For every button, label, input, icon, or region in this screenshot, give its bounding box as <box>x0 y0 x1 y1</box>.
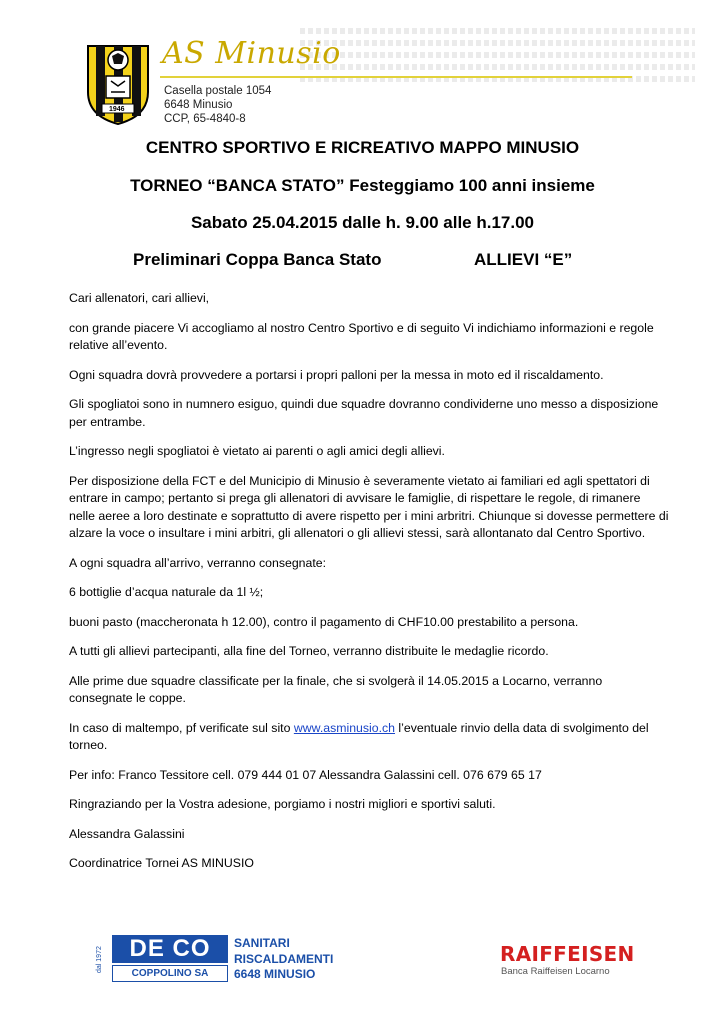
deco-line: SANITARI <box>234 936 290 950</box>
paragraph: 6 bottiglie d’acqua naturale da 1l ½; <box>69 585 264 599</box>
raiffeisen-subtitle: Banca Raiffeisen Locarno <box>501 966 610 977</box>
logo-year: 1946 <box>109 106 125 113</box>
signature-name: Alessandra Galassini <box>69 826 185 841</box>
deco-year: dal 1972 <box>96 946 103 973</box>
paragraph: con grande piacere Vi accogliamo al nostro Centro Sportivo e di seguito Vi indichiamo informazioni e regole relative all’evento. <box>69 320 654 352</box>
paragraph: A tutti gli allievi partecipanti, alla fine del Torneo, verranno distribuite le medaglie ricordo. <box>69 644 549 658</box>
signature-role: Coordinatrice Tornei AS MINUSIO <box>69 856 254 870</box>
address-line: Casella postale 1054 <box>164 85 272 97</box>
deco-sponsor-text <box>234 936 333 983</box>
paragraph: Ogni squadra dovrà provvedere a portarsi i propri palloni per la messa in moto ed il riscaldamento. <box>69 367 604 382</box>
address-line: CCP, 65-4840-8 <box>164 113 246 125</box>
club-shield-logo <box>84 42 152 126</box>
closing: Ringraziando per la Vostra adesione, porgiamo i nostri migliori e sportivi saluti. <box>69 797 496 811</box>
heading-age-group: ALLIEVI “E” <box>474 250 573 269</box>
raiffeisen-logo: RAIFFEISEN <box>500 942 635 966</box>
club-name: AS Minusio <box>162 36 341 71</box>
heading-category: Preliminari Coppa Banca Stato <box>133 250 382 269</box>
heading-venue: CENTRO SPORTIVO E RICREATIVO MAPPO MINUSIO <box>145 138 580 157</box>
greeting: Cari allenatori, cari allievi, <box>69 291 210 305</box>
paragraph: buoni pasto (maccheronata h 12.00), contro il pagamento di CHF10.00 prestabilito a persona. <box>69 614 579 629</box>
address-line: 6648 Minusio <box>164 99 233 111</box>
club-address <box>164 84 271 126</box>
paragraph: L’ingresso negli spogliatoi è vietato ai parenti o agli amici degli allievi. <box>69 444 445 458</box>
paragraph: Per disposizione della FCT e del Municipio di Minusio è severamente vietato ai familiari ed agli spettatori di entrare in campo; pertanto si prega gli allenatori di avvisare le famiglie, di rispettare le regole, di rimanere nelle aeree a loro destinate e soprattutto di avere rispetto per i mini arbritri. Chiunque si dovesse permettere di alzare la voce o insultare i mini arbitri, gli allenatori o gli allievi stessi, sarà allontanato dal Centro Sportivo. <box>69 473 669 540</box>
header-divider <box>160 76 632 78</box>
heading-date: Sabato 25.04.2015 dalle h. 9.00 alle h.17.00 <box>190 213 535 232</box>
paragraph-weather <box>69 720 669 755</box>
contact-info: Per info: Franco Tessitore cell. 079 444 01 07 Alessandra Galassini cell. 076 679 65 17 <box>69 767 542 782</box>
paragraph: Alle prime due squadre classificate per la finale, che si svolgerà il 14.05.2015 a Locarno, verranno consegnate le coppe. <box>69 673 603 705</box>
text: In caso di maltempo, pf verificate sul sito <box>69 720 294 735</box>
deco-logo-sub: COPPOLINO SA <box>112 965 228 982</box>
scan-bleed-through <box>300 22 695 102</box>
paragraph: A ogni squadra all’arrivo, verranno consegnate: <box>69 555 327 570</box>
deco-line: RISCALDAMENTI <box>234 951 334 966</box>
text: l’eventuale rinvio della data di svolgimento del torneo. <box>69 720 649 752</box>
deco-sponsor-logo <box>96 935 230 983</box>
paragraph: Gli spogliatoi sono in numnero esiguo, quindi due squadre dovranno condividerne uno messo a disposizione per entrambe. <box>69 397 659 429</box>
deco-line: 6648 MINUSIO <box>234 967 316 981</box>
heading-tournament: TORNEO “BANCA STATO” Festeggiamo 100 anni insieme <box>130 176 595 195</box>
website-link[interactable]: www.asminusio.ch <box>293 720 396 735</box>
deco-logo-text: DE CO <box>112 935 228 963</box>
letter-body <box>69 290 669 885</box>
